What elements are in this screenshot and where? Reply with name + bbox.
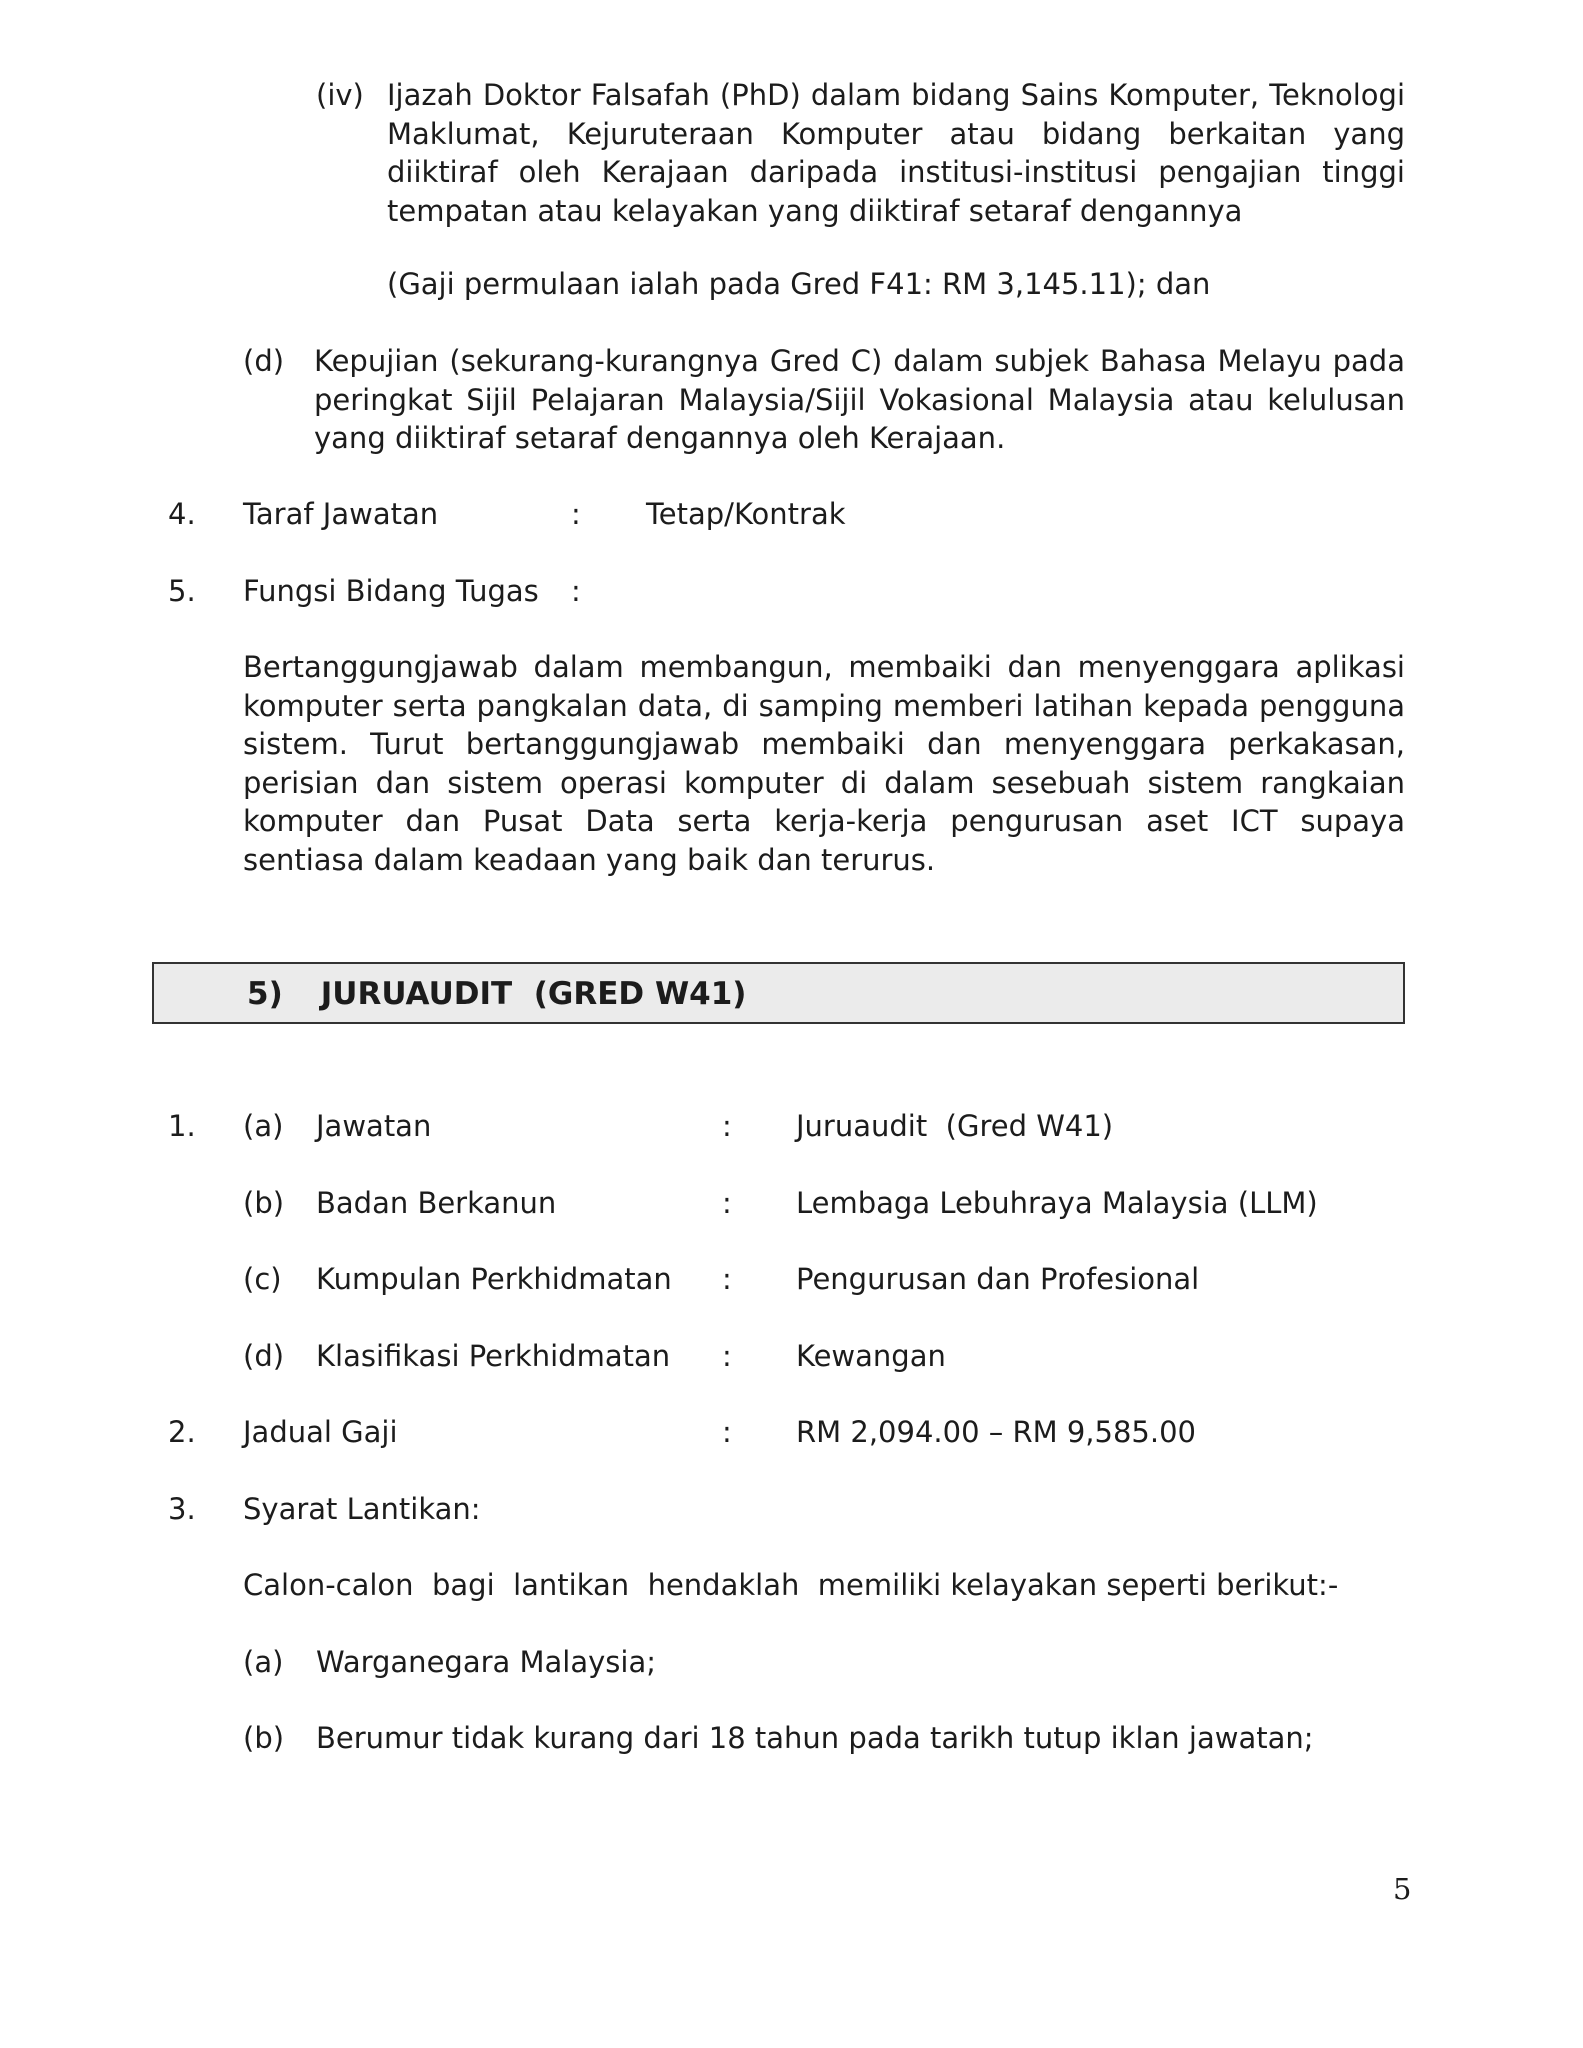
job-info-row-label: Jawatan — [316, 1109, 432, 1143]
item-4-label: Taraf Jawatan — [243, 497, 439, 531]
job-info-row-value: Lembaga Lebuhraya Malaysia (LLM) — [796, 1186, 1318, 1220]
job-info-row-value: Juruaudit (Gred W41) — [796, 1109, 1114, 1143]
job-info-row-sub: (c) — [243, 1262, 282, 1296]
job-info-row-label: Kumpulan Perkhidmatan — [316, 1262, 672, 1296]
requirement-item-text: Warganegara Malaysia; — [316, 1645, 656, 1679]
item-d-text: Kepujian (sekurang-kurangnya Gred C) dalam subjek Bahasa Melayu pada peringkat Sijil Pelajaran Malaysia/Sijil Vokasional Malaysia atau kelulusan yang diiktiraf setaraf dengannya oleh Kerajaan. — [314, 344, 1405, 455]
item-5-label: Fungsi Bidang Tugas — [243, 574, 539, 608]
salary-colon: : — [722, 1415, 732, 1449]
item-iv-salary-note: (Gaji permulaan ialah pada Gred F41: RM 3,145.11); dan — [387, 267, 1211, 301]
page-number: 5 — [1393, 1872, 1412, 1906]
requirement-item-sub: (a) — [243, 1645, 284, 1679]
section-header — [152, 962, 1405, 1024]
job-info-row-colon: : — [722, 1339, 732, 1373]
requirements-number: 3. — [168, 1492, 196, 1526]
item-iv-text: Ijazah Doktor Falsafah (PhD) dalam bidang Sains Komputer, Teknologi Maklumat, Kejuruteraan Komputer atau bidang berkaitan yang diiktiraf oleh Kerajaan daripada institusi-institusi pengajian tinggi tempatan atau kelayakan yang diiktiraf setaraf dengannya — [387, 78, 1405, 228]
job-info-row-sub: (a) — [243, 1109, 284, 1143]
job-info-row-value: Kewangan — [796, 1339, 946, 1373]
item-5-text: Bertanggungjawab dalam membangun, membaiki dan menyenggara aplikasi komputer serta pangkalan data, di samping memberi latihan kepada pengguna sistem. Turut bertanggungjawab membaiki dan menyenggara perkakasan, perisian dan sistem operasi komputer di dalam sesebuah sistem rangkaian komputer dan Pusat Data serta kerja-kerja pengurusan aset ICT supaya sentiasa dalam keadaan yang baik dan terurus. — [243, 650, 1405, 877]
salary-label: Jadual Gaji — [243, 1415, 398, 1449]
job-info-row-sub: (d) — [243, 1339, 285, 1373]
job-info-row-colon: : — [722, 1109, 732, 1143]
section-number: 5) — [247, 976, 283, 1012]
job-info-row-colon: : — [722, 1186, 732, 1220]
job-info-row-label: Badan Berkanun — [316, 1186, 557, 1220]
requirements-intro: Calon-calon bagi lantikan hendaklah memiliki kelayakan seperti berikut:- — [243, 1568, 1339, 1602]
salary-value: RM 2,094.00 – RM 9,585.00 — [796, 1415, 1196, 1449]
requirements-label: Syarat Lantikan: — [243, 1492, 481, 1526]
job-info-row-sub: (b) — [243, 1186, 285, 1220]
item-4-colon: : — [571, 497, 581, 531]
job-info-row-label: Klasifikasi Perkhidmatan — [316, 1339, 671, 1373]
requirement-item-text: Berumur tidak kurang dari 18 tahun pada tarikh tutup iklan jawatan; — [316, 1721, 1314, 1755]
item-d-label: (d) — [243, 344, 285, 378]
job-info-row-colon: : — [722, 1262, 732, 1296]
item-5-colon: : — [571, 574, 581, 608]
job-info-row-value: Pengurusan dan Profesional — [796, 1262, 1200, 1296]
section-title-text: JURUAUDIT (GRED W41) — [320, 976, 747, 1012]
item-5-number: 5. — [168, 574, 196, 608]
item-4-number: 4. — [168, 497, 196, 531]
item-4-value: Tetap/Kontrak — [646, 497, 846, 531]
requirement-item-sub: (b) — [243, 1721, 285, 1755]
job-info-number: 1. — [168, 1109, 196, 1143]
salary-number: 2. — [168, 1415, 196, 1449]
item-iv-label: (iv) — [316, 78, 364, 112]
section-title — [247, 975, 746, 1013]
